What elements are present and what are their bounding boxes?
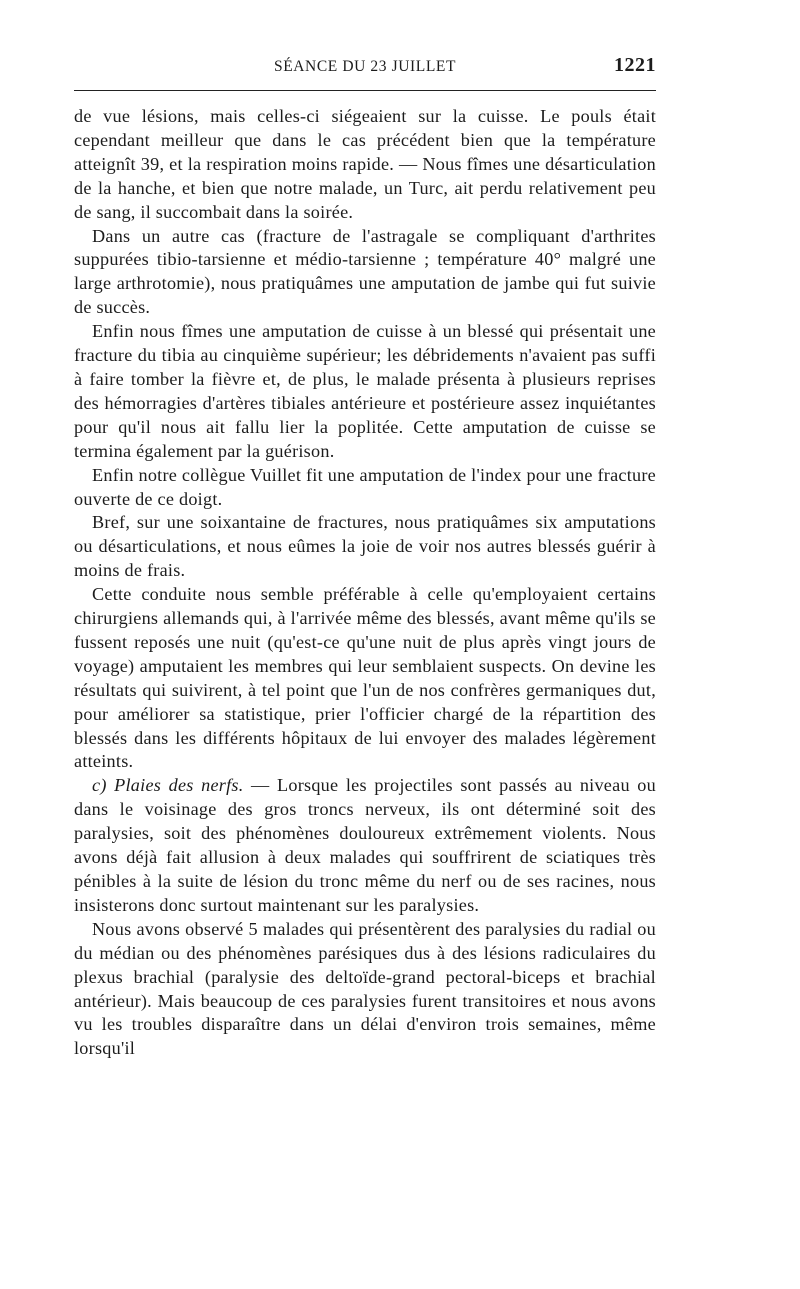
section-paragraph: [74, 774, 656, 917]
page-number: 1221: [614, 54, 656, 76]
paragraph: Dans un autre cas (fracture de l'astragale se compliquant d'arthrites suppurées tibio-tarsienne et médio-tarsienne ; température 40° malgré une large arthrotomie), nous pratiquâmes une amputation de jambe qui fut suivie de succès.: [74, 225, 656, 318]
document-page: [74, 52, 656, 1061]
paragraph: Nous avons observé 5 malades qui présentèrent des paralysies du radial ou du médian ou des phénomènes parésiques dus à des lésions radiculaires du plexus brachial (paralysie des deltoïde-grand pectoral-biceps et brachial antérieur). Mais beaucoup de ces paralysies furent transitoires et nous avons vu les troubles disparaître dans un délai d'environ trois semaines, même lorsqu'il: [74, 918, 656, 1059]
body-text: [74, 105, 656, 1061]
section-text: — Lorsque les projectiles sont passés au niveau ou dans le voisinage des gros troncs nerveux, ils ont déterminé soit des paralysies, soit des phénomènes douloureux extrêmement violents. Nous avons déjà fait allusion à deux malades qui souffrirent de sciatiques très pénibles à la suite de lésion du tronc même du nerf ou de ses racines, nous insisterons donc surtout maintenant sur les paralysies.: [74, 775, 656, 915]
paragraph: Cette conduite nous semble préférable à celle qu'employaient certains chirurgiens allemands qui, à l'arrivée même des blessés, avant même qu'ils se fussent reposés une nuit (qu'est-ce qu'une nuit de plus après vingt jours de voyage) amputaient les membres qui leur semblaient suspects. On devine les résultats qui suivirent, à tel point que l'un de nos confrères germaniques dut, pour améliorer sa statistique, prier l'officier chargé de la répartition des blessés dans les différents hôpitaux de lui envoyer des malades légèrement atteints.: [74, 584, 656, 772]
page-header: [74, 52, 656, 80]
header-rule: [74, 90, 656, 91]
paragraph: de vue lésions, mais celles-ci siégeaient sur la cuisse. Le pouls était cependant meilleur que dans le cas précédent bien que la température atteignît 39, et la respiration moins rapide. — Nous fîmes une désarticulation de la hanche, et bien que notre malade, un Turc, ait perdu relativement peu de sang, il succombait dans la soirée.: [74, 106, 656, 222]
paragraph: Enfin nous fîmes une amputation de cuisse à un blessé qui présentait une fracture du tibia au cinquième supérieur; les débridements n'avaient pas suffi à faire tomber la fièvre et, de plus, le malade présenta à plusieurs reprises des hémorragies d'artères tibiales antérieure et postérieure assez inquiétantes pour qu'il nous ait fallu lier la poplitée. Cette amputation de cuisse se termina également par la guérison.: [74, 321, 656, 461]
paragraph: Bref, sur une soixantaine de fractures, nous pratiquâmes six amputations ou désarticulations, et nous eûmes la joie de voir nos autres blessés guérir à moins de frais.: [74, 512, 656, 581]
running-title: SÉANCE DU 23 JUILLET: [273, 58, 457, 75]
paragraph: Enfin notre collègue Vuillet fit une amputation de l'index pour une fracture ouverte de ce doigt.: [74, 464, 656, 509]
section-heading: c) Plaies des nerfs.: [92, 775, 244, 796]
